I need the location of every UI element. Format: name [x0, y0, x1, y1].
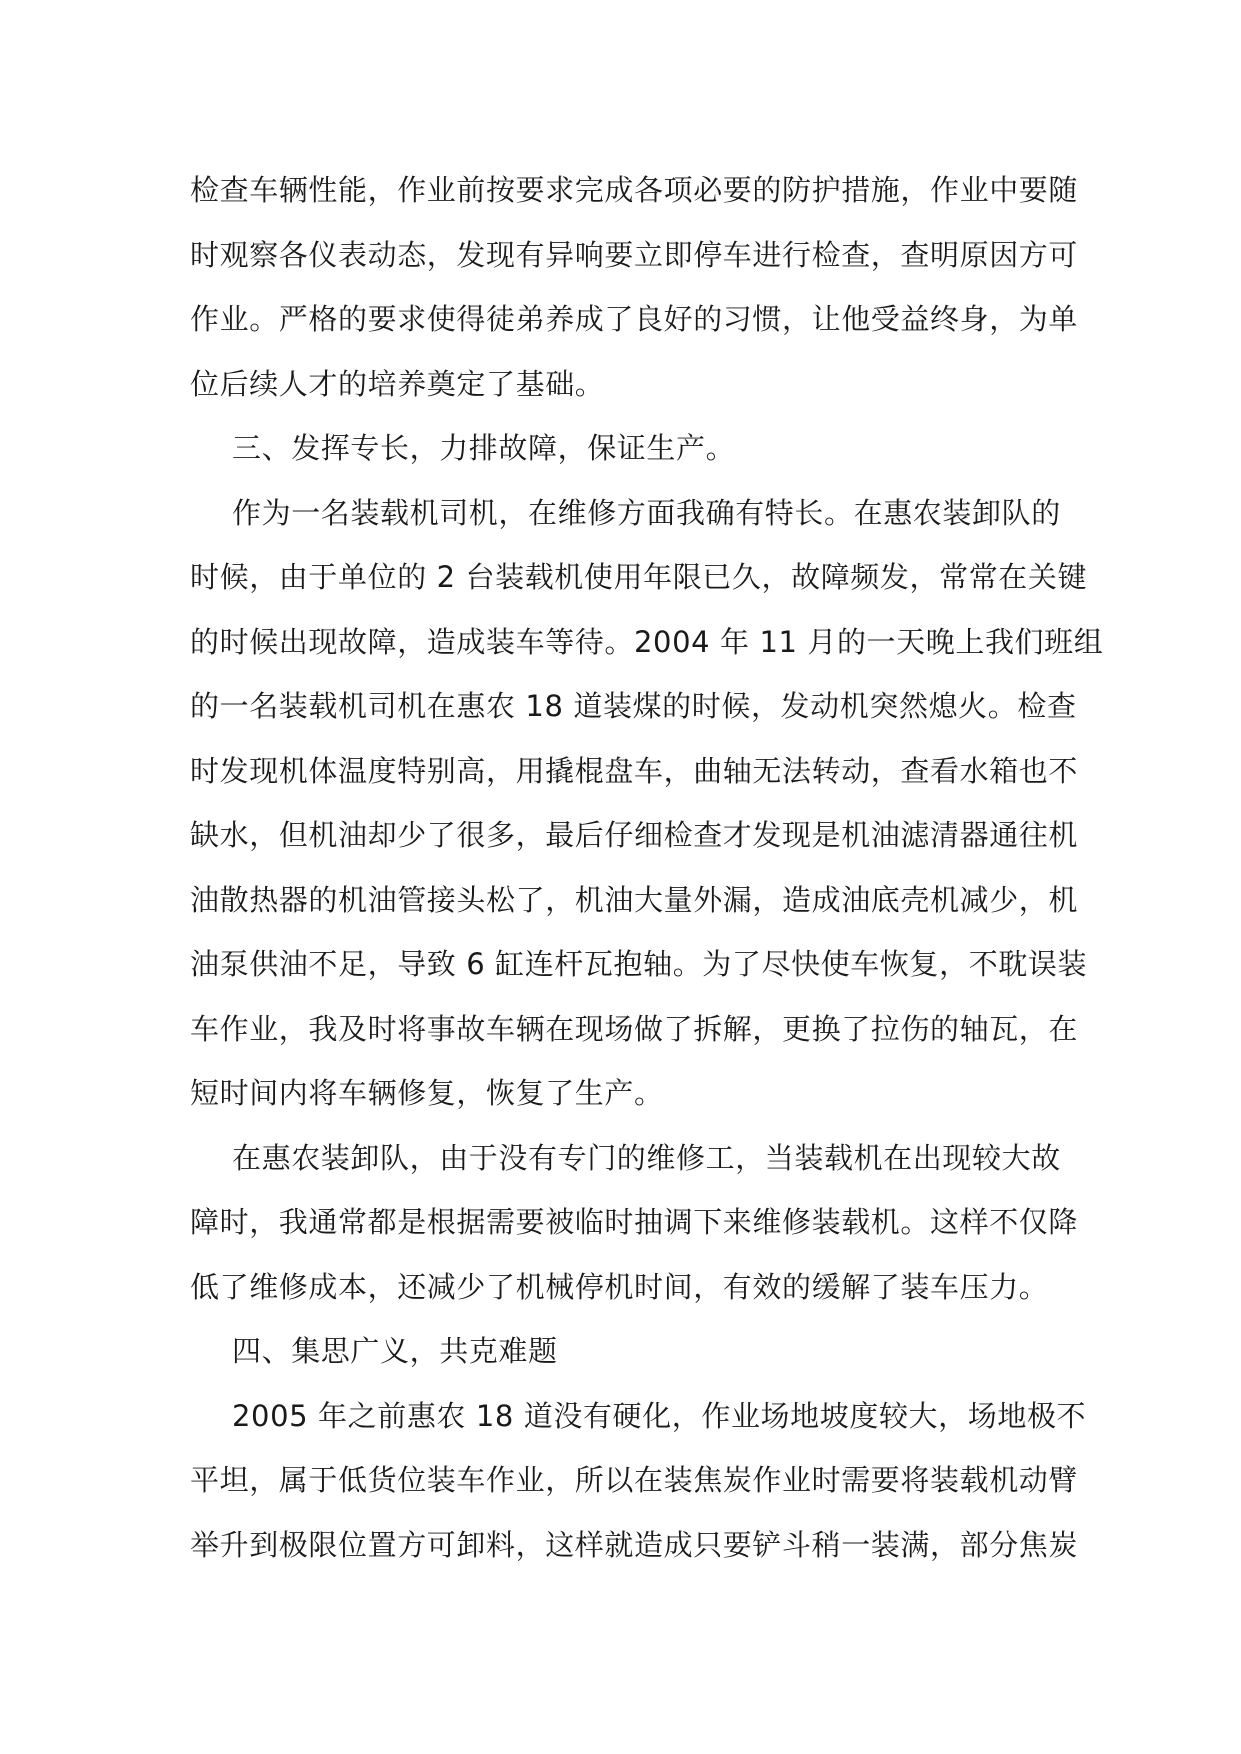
- text-line: 举升到极限位置方可卸料，这样就造成只要铲斗稍一装满，部分焦炭: [190, 1527, 1079, 1562]
- text-line: 时观察各仪表动态，发现有异响要立即停车进行检查，查明原因方可: [190, 237, 1079, 272]
- text-line: 2005 年之前惠农 18 道没有硬化，作业场地坡度较大，场地极不: [232, 1398, 1087, 1433]
- text-line: 障时，我通常都是根据需要被临时抽调下来维修装载机。这样不仅降: [190, 1205, 1079, 1239]
- text-line: 的时候出现故障，造成装车等待。2004 年 11 月的一天晚上我们班组: [190, 624, 1104, 659]
- text-line: 作为一名装载机司机，在维修方面我确有特长。在惠农装卸队的: [232, 495, 1061, 530]
- text-line: 检查车辆性能，作业前按要求完成各项必要的防护措施，作业中要随: [190, 173, 1079, 207]
- text-line: 短时间内将车辆修复，恢复了生产。: [190, 1076, 664, 1110]
- text-line: 四、集思广义，共克难题: [232, 1334, 558, 1368]
- text-line: 的一名装载机司机在惠农 18 道装煤的时候，发动机突然熄火。检查: [190, 689, 1077, 723]
- text-line: 平坦，属于低货位装车作业，所以在装焦炭作业时需要将装载机动臂: [190, 1463, 1079, 1497]
- text-line: 在惠农装卸队，由于没有专门的维修工，当装载机在出现较大故: [232, 1140, 1061, 1175]
- text-line: 油泵供油不足，导致 6 缸连杆瓦抱轴。为了尽快使车恢复，不耽误装: [190, 947, 1088, 981]
- text-line: 作业。严格的要求使得徒弟养成了良好的习惯，让他受益终身，为单: [190, 302, 1079, 336]
- text-line: 缺水，但机油却少了很多，最后仔细检查才发现是机油滤清器通往机: [190, 818, 1079, 852]
- text-line: 油散热器的机油管接头松了，机油大量外漏，造成油底壳机减少，机: [190, 882, 1079, 917]
- text-line: 位后续人才的培养奠定了基础。: [190, 366, 605, 401]
- document-body: [190, 158, 1104, 1577]
- text-line: 三、发挥专长，力排故障，保证生产。: [232, 431, 736, 465]
- text-line: 时候，由于单位的 2 台装载机使用年限已久，故障频发，常常在关键: [190, 560, 1088, 594]
- text-line: 时发现机体温度特别高，用撬棍盘车，曲轴无法转动，查看水箱也不: [190, 753, 1079, 788]
- text-line: 车作业，我及时将事故车辆在现场做了拆解，更换了拉伤的轴瓦，在: [190, 1011, 1079, 1046]
- text-line: 低了维修成本，还减少了机械停机时间，有效的缓解了装车压力。: [190, 1269, 1049, 1304]
